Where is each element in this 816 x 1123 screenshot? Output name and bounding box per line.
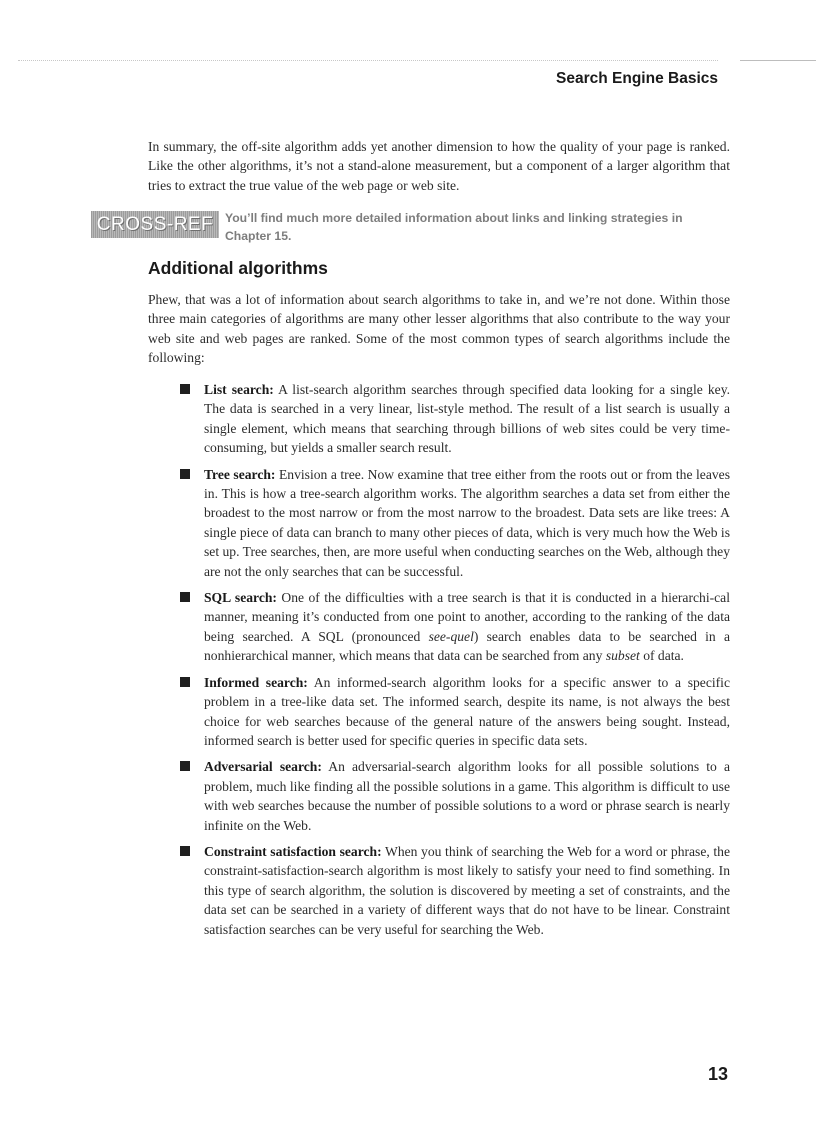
section-paragraph: Phew, that was a lot of information about search algorithms to take in, and we’re not done. Within those three main categories of algorithms are many other lesser algorithms that also contribute to the way your web site and web pages are ranked. Some of the most common types of search algorithms include the following: xyxy=(148,292,730,366)
cross-ref-text: You’ll find much more detailed information about links and linking strategies in Chapter 15. xyxy=(225,211,683,243)
list-item-text: of data. xyxy=(639,648,684,664)
list-item-text: One of the difficulties with a tree search is that it is conducted in a hierarchi-cal manner, meaning it’s conducted from one point to another, according to the ranking of the data being searched. A SQL (pronounced xyxy=(204,590,730,644)
list-item-emphasis: subset xyxy=(605,648,640,664)
list-item-text: When you think of searching the Web for a word or phrase, the constraint-satisfaction-search algorithm is most likely to satisfy your need to find something. In this type of search algorithm, the solution is discovered by meeting a set of constraints, and the data set can be searched in a variety of different ways that do not have to be linear. Constraint satisfaction searches can be very useful for searching the Web. xyxy=(204,843,730,937)
square-bullet-icon xyxy=(180,469,190,479)
list-item-emphasis: see-quel xyxy=(428,628,474,644)
list-item xyxy=(180,842,730,939)
intro-block xyxy=(148,137,730,195)
list-item-text: A list-search algorithm searches through specified data looking for a single key. The data is searched in a very linear, list-style method. The result of a list search is usually a single element, which means that searching through billions of web sites could be very time-consuming, but yields a smaller search result. xyxy=(204,382,731,456)
list-item-text: An adversarial-search algorithm looks for all possible solutions to a problem, much like finding all the possible solutions in a game. This algorithm is difficult to use with web searches because the number of possible solutions to a word or phrase search is nearly infinite on the Web. xyxy=(204,759,731,833)
square-bullet-icon xyxy=(180,846,190,856)
intro-paragraph: In summary, the off-site algorithm adds yet another dimension to how the quality of your page is ranked. Like the other algorithms, it’s not a stand-alone measurement, but a component of a larger algorithm that tries to extract the true value of the web page or web site. xyxy=(148,139,730,193)
page-number: 13 xyxy=(707,1064,728,1084)
section-body xyxy=(148,290,730,368)
running-head: Search Engine Basics xyxy=(556,70,718,87)
list-item-term: Constraint satisfaction search: xyxy=(204,843,382,859)
list-item xyxy=(180,757,730,835)
list-item xyxy=(180,588,730,666)
algorithm-list xyxy=(180,380,730,946)
square-bullet-icon xyxy=(180,592,190,602)
square-bullet-icon xyxy=(180,384,190,394)
header-rule-right xyxy=(740,60,816,61)
list-item-text: ) search enables data to be searched in a nonhierarchical manner, which means that data can be searched from any xyxy=(204,628,731,664)
list-item-text: An informed-search algorithm looks for a specific answer to a specific problem in a tree-like data set. The informed search, despite its name, is not always the best choice for web searches because of the general nature of the answers being sought. Instead, informed search is better used for specific queries in specific data sets. xyxy=(204,674,730,748)
list-item-term: Adversarial search: xyxy=(204,759,322,775)
list-item xyxy=(180,673,730,751)
list-item-term: Informed search: xyxy=(204,674,308,690)
header-rule xyxy=(18,60,718,61)
list-item xyxy=(180,465,730,581)
list-item-term: SQL search: xyxy=(204,590,277,606)
list-item-term: List search: xyxy=(204,382,274,397)
list-item-text: Envision a tree. Now examine that tree either from the roots out or from the leaves in. This is how a tree-search algorithm works. The algorithm searches a data set from either the broadest to the most narrow or from the most narrow to the broadest. Data sets are like trees: A single piece of data can branch to many other pieces of data, which is very much how the Web is set up. Tree searches, then, are more useful when conducting searches on the Web, although they are not the only searches that can be successful. xyxy=(204,466,731,579)
square-bullet-icon xyxy=(180,677,190,687)
cross-ref-badge: CROSS-REF xyxy=(91,211,219,238)
list-item-term: Tree search: xyxy=(204,466,276,482)
list-item xyxy=(180,380,730,458)
square-bullet-icon xyxy=(180,761,190,771)
section-heading: Additional algorithms xyxy=(148,258,328,278)
